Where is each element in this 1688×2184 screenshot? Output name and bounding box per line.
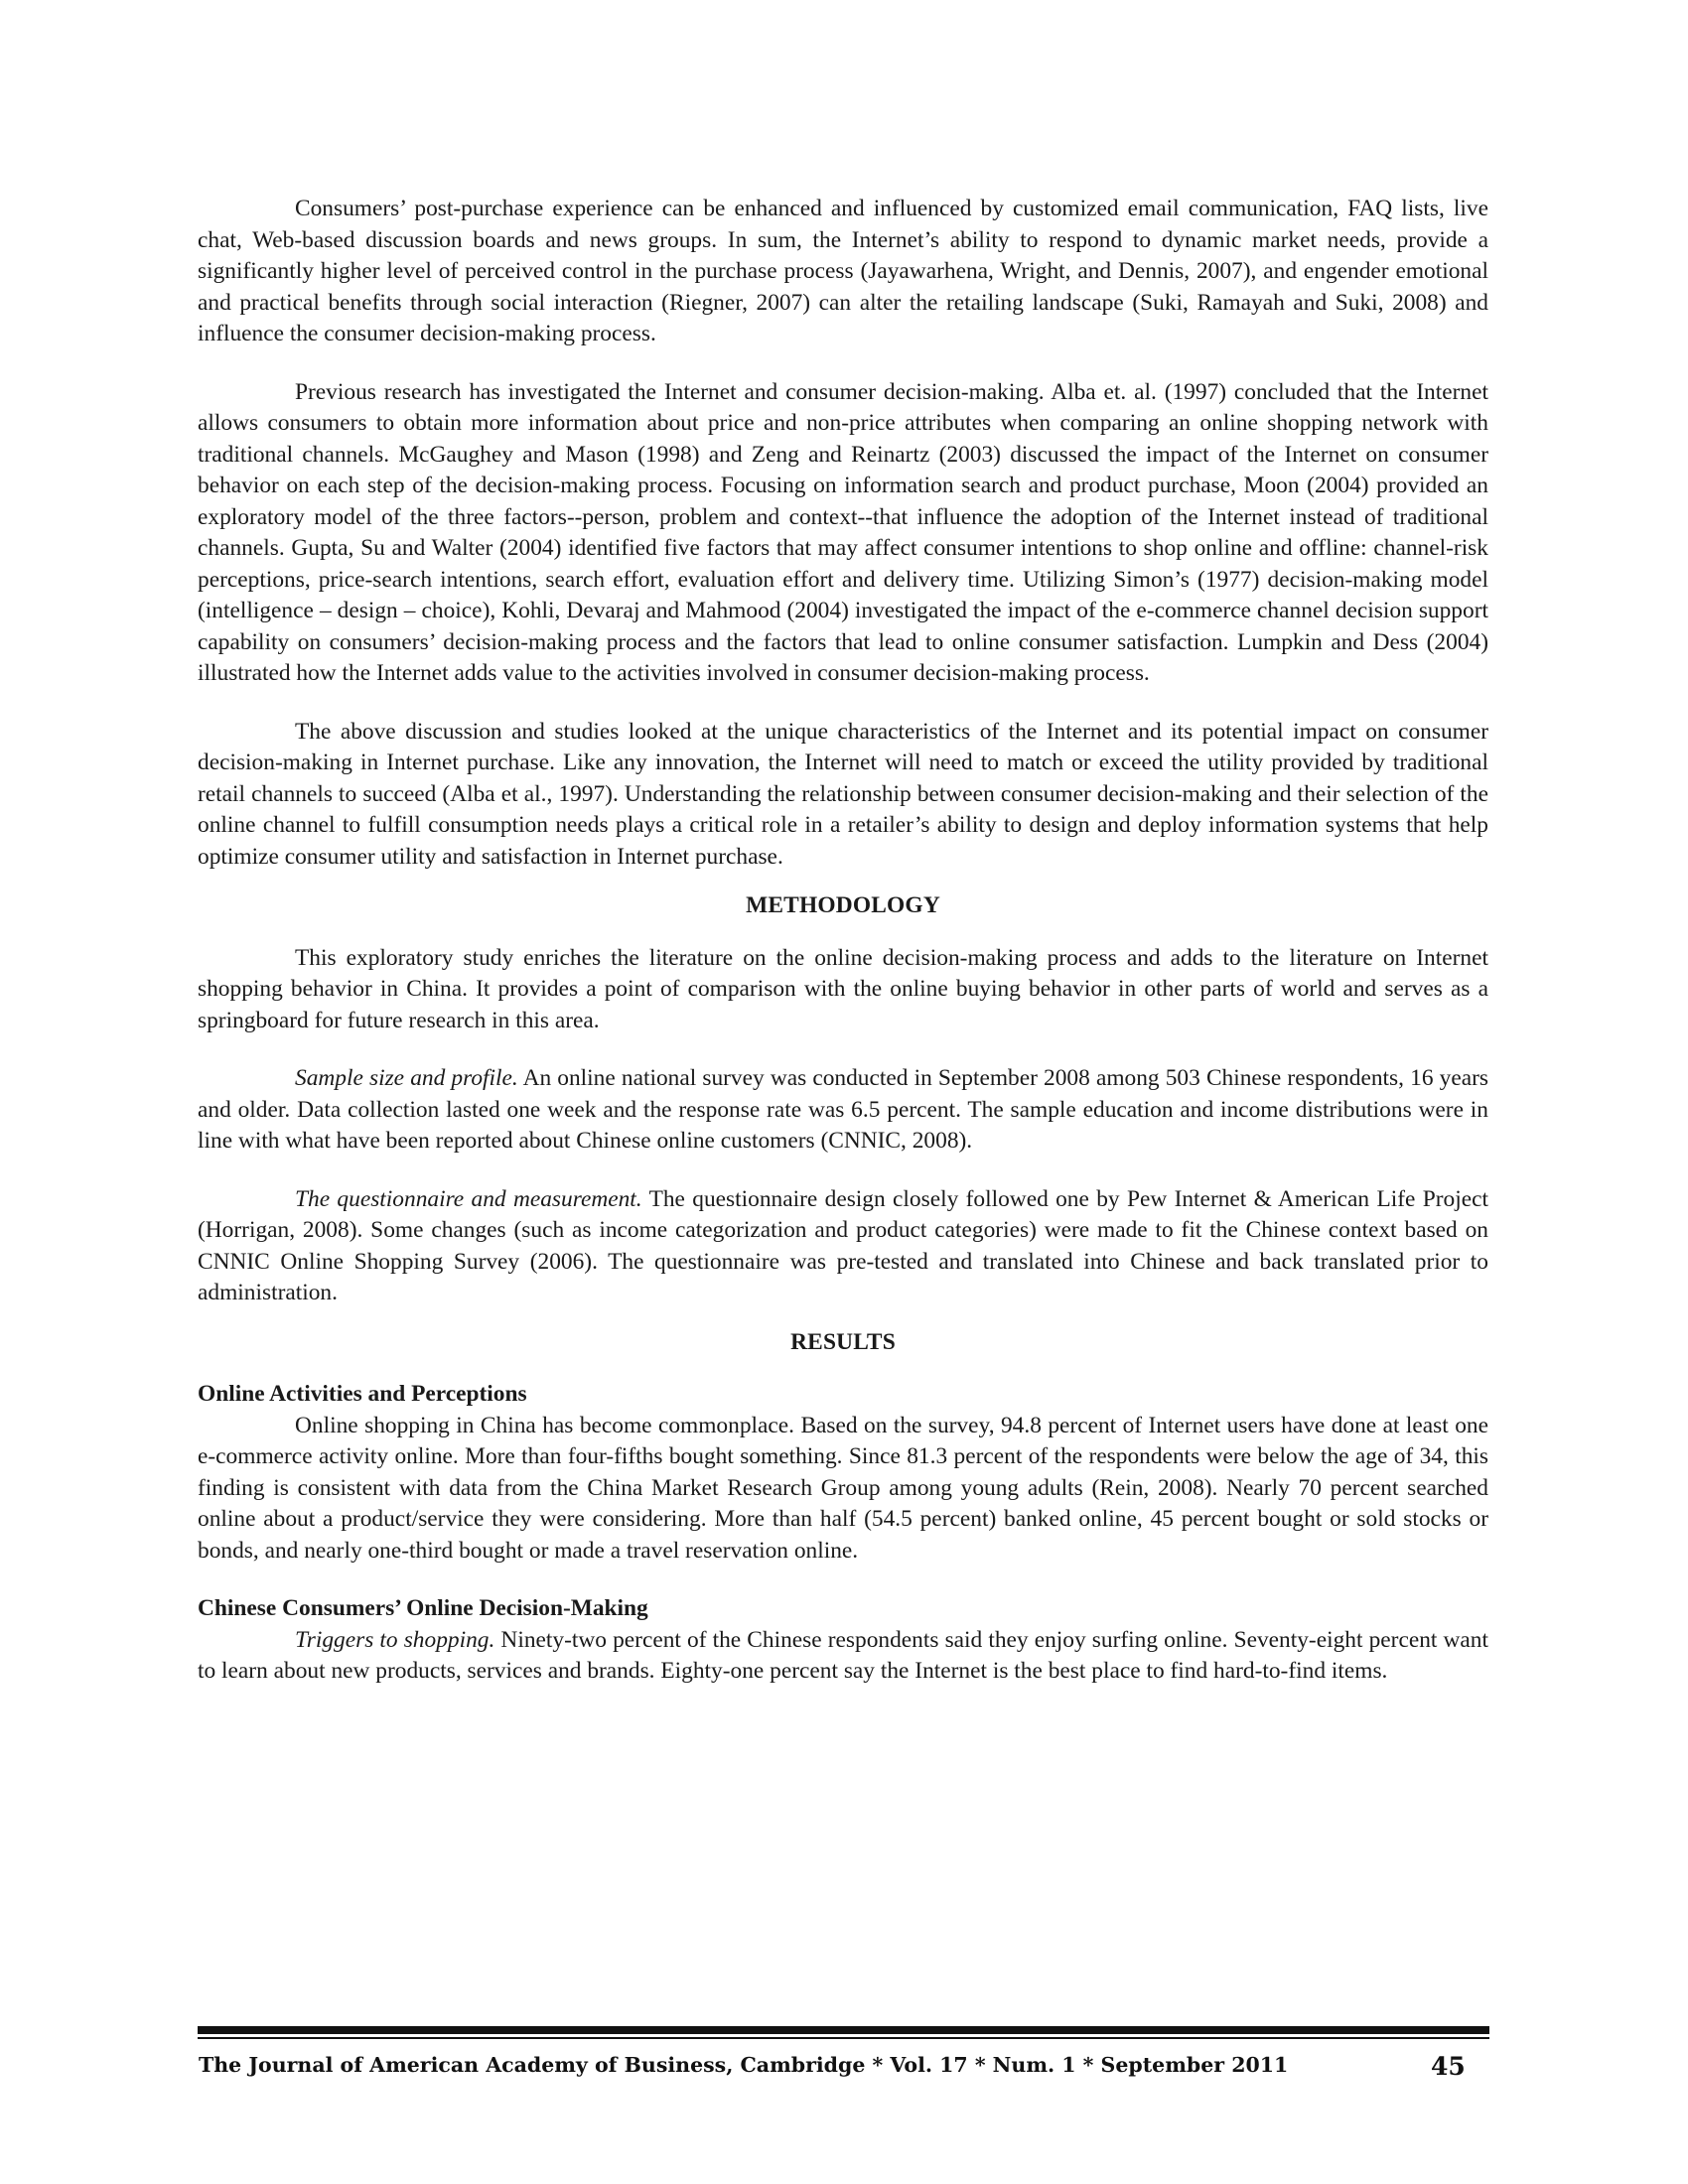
footer-rule-thin xyxy=(198,2037,1489,2039)
paragraph: Consumers’ post-purchase experience can be enhanced and influenced by customized email communication, FAQ lists, live chat, Web-based discussion boards and news groups. In sum, the Internet’s ability to respond to dynamic market needs, provide a significantly higher level of perceived control in the purchase process (Jayawarhena, Wright, and Dennis, 2007), and engender emotional and practical benefits through social interaction (Riegner, 2007) can alter the retailing landscape (Suki, Ramayah and Suki, 2008) and influence the consumer decision-making process. xyxy=(198,196,1488,346)
page-number: 45 xyxy=(1431,2052,1466,2081)
paragraph-text: Ninety-two percent of the Chinese respondents said they enjoy surfing online. Seventy-eight percent want to learn about new products, services and brands. Eighty-one percent say the Internet is the best place to find hard-to-find items. xyxy=(198,1626,1488,1684)
paragraph-text: The questionnaire design closely followed one by Pew Internet & American Life Project (Horrigan, 2008). Some changes (such as income categorization and product categories) were made to fit the Chinese context based on CNNIC Online Shopping Survey (2006). The questionnaire was pre-tested and translated into Chinese and back translated prior to administration. xyxy=(198,1185,1488,1305)
run-in-heading: Triggers to shopping. xyxy=(295,1626,495,1653)
subsection-heading: Online Activities and Perceptions xyxy=(198,1381,527,1407)
page-body xyxy=(198,194,1488,1714)
subsection-heading: Chinese Consumers’ Online Decision-Making xyxy=(198,1595,648,1621)
subsection-decision-making xyxy=(198,1593,1488,1688)
paragraph-triggers xyxy=(198,1625,1488,1688)
paragraph: Previous research has investigated the Internet and consumer decision-making. Alba et. al. (1997) concluded that the Internet allows consumers to obtain more information about price and non-price attributes when comparing an online shopping network with traditional channels. McGaughey and Mason (1998) and Zeng and Reinartz (2003) discussed the impact of the Internet on consumer behavior on each step of the decision-making process. Focusing on information search and product purchase, Moon (2004) provided an exploratory model of the three factors--person, problem and context--that influence the adoption of the Internet instead of traditional channels. Gupta, Su and Walter (2004) identified five factors that may affect consumer intentions to shop online and offline: channel-risk perceptions, price-search intentions, search effort, evaluation effort and delivery time. Utilizing Simon’s (1977) decision-making model (intelligence – design – choice), Kohli, Devaraj and Mahmood (2004) investigated the impact of the e-commerce channel decision support capability on consumers’ decision-making process and the factors that lead to online consumer satisfaction. Lumpkin and Dess (2004) illustrated how the Internet adds value to the activities involved in consumer decision-making process. xyxy=(198,378,1488,686)
paragraph-text: An online national survey was conducted in September 2008 among 503 Chinese respondents, 16 years and older. Data collection lasted one week and the response rate was 6.5 percent. The sample education and income distributions were in line with what have been reported about Chinese online customers (CNNIC, 2008). xyxy=(198,1065,1488,1154)
section-heading-results: RESULTS xyxy=(790,1328,896,1355)
section-heading-methodology: METHODOLOGY xyxy=(746,892,940,918)
paragraph-sample xyxy=(198,1063,1488,1158)
paragraph: The above discussion and studies looked at the unique characteristics of the Internet and its potential impact on consumer decision-making in Internet purchase. Like any innovation, the Internet will need to match or exceed the utility provided by traditional retail channels to succeed (Alba et al., 1997). Understanding the relationship between consumer decision-making and their selection of the online channel to fulfill consumption needs plays a critical role in a retailer’s ability to design and deploy information systems that help optimize consumer utility and satisfaction in Internet purchase. xyxy=(198,718,1488,870)
footer-journal-citation: The Journal of American Academy of Business, Cambridge * Vol. 17 * Num. 1 * September 2011 xyxy=(199,2053,1289,2077)
paragraph: This exploratory study enriches the literature on the online decision-making process and adds to the literature on Internet shopping behavior in China. It provides a point of comparison with the online buying behavior in other parts of world and serves as a springboard for future research in this area. xyxy=(198,944,1488,1033)
paragraph-questionnaire xyxy=(198,1184,1488,1309)
footer-rule xyxy=(198,2026,1489,2034)
run-in-heading: Sample size and profile. xyxy=(295,1065,518,1091)
subsection-online-activities xyxy=(198,1379,1488,1567)
paragraph: Online shopping in China has become commonplace. Based on the survey, 94.8 percent of Internet users have done at least one e-commerce activity online. More than four-fifths bought something. Since 81.3 percent of the respondents were below the age of 34, this finding is consistent with data from the China Market Research Group among young adults (Rein, 2008). Nearly 70 percent searched online about a product/service they were considering. More than half (54.5 percent) banked online, 45 percent bought or sold stocks or bonds, and nearly one-third bought or made a travel reservation online. xyxy=(198,1412,1488,1564)
run-in-heading: The questionnaire and measurement. xyxy=(295,1185,642,1212)
